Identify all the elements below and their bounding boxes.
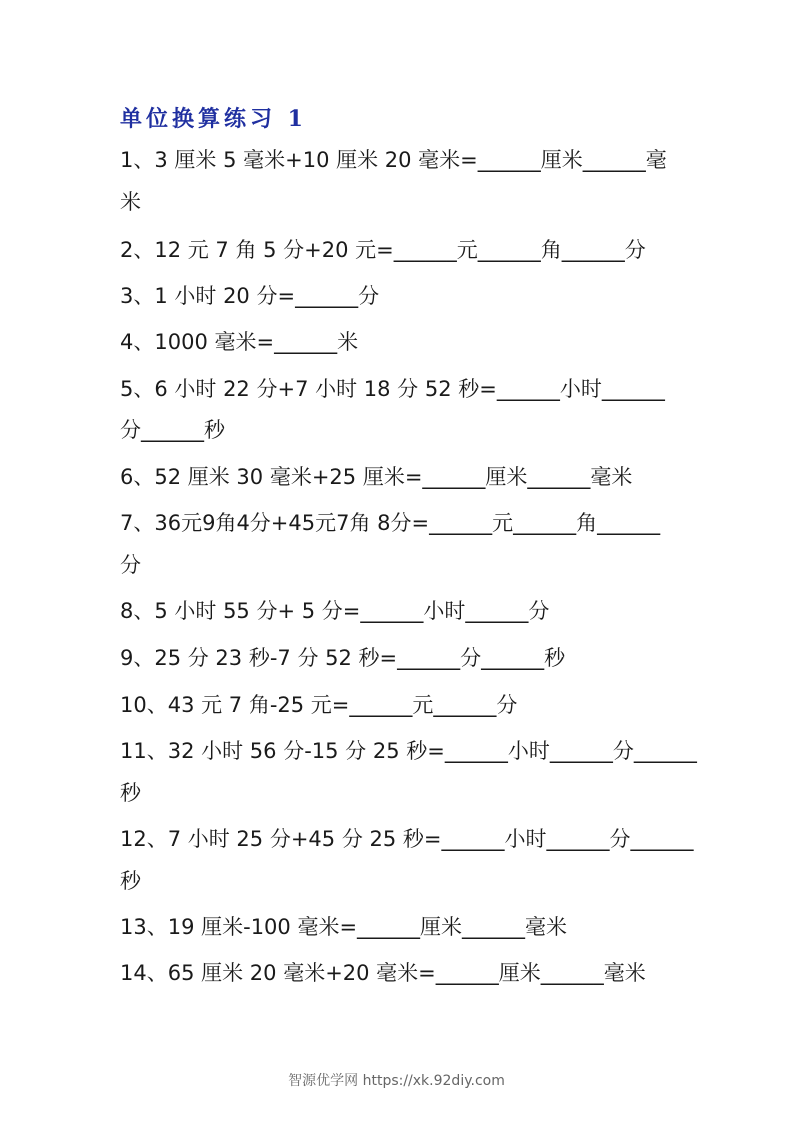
problem-7-line-1: 7、36元9角4分+45元7角 8分=______元______角______ [120,511,661,535]
problem-1-line-2: 米 [120,190,141,214]
problem-14: 14、65 厘米 20 毫米+20 毫米=______厘米______毫米 [120,961,646,985]
problem-6: 6、52 厘米 30 毫米+25 厘米=______厘米______毫米 [120,465,633,489]
problem-11-line-1: 11、32 小时 56 分-15 分 25 秒=______小时______分______ [120,739,697,763]
problem-10: 10、43 元 7 角-25 元=______元______分 [120,693,518,717]
problem-7-line-2: 分 [120,553,141,577]
problem-4: 4、1000 毫米=______米 [120,330,359,354]
problem-12-line-2: 秒 [120,869,141,893]
problem-13: 13、19 厘米-100 毫米=______厘米______毫米 [120,915,568,939]
problem-3: 3、1 小时 20 分=______分 [120,284,380,308]
problem-9: 9、25 分 23 秒-7 分 52 秒=______分______秒 [120,646,566,670]
problem-11-line-2: 秒 [120,781,141,805]
problem-5-line-2: 分______秒 [120,418,225,442]
problem-1-line-1: 1、3 厘米 5 毫米+10 厘米 20 毫米=______厘米______毫 [120,148,667,172]
worksheet-title: 单位换算练习 1 [120,106,307,132]
footer-watermark: 智源优学网 https://xk.92diy.com [288,1073,505,1089]
problem-5-line-1: 5、6 小时 22 分+7 小时 18 分 52 秒=______小时______ [120,377,665,401]
problem-2: 2、12 元 7 角 5 分+20 元=______元______角______分 [120,238,646,262]
problem-8: 8、5 小时 55 分+ 5 分=______小时______分 [120,599,550,623]
problem-12-line-1: 12、7 小时 25 分+45 分 25 秒=______小时______分______ [120,827,694,851]
